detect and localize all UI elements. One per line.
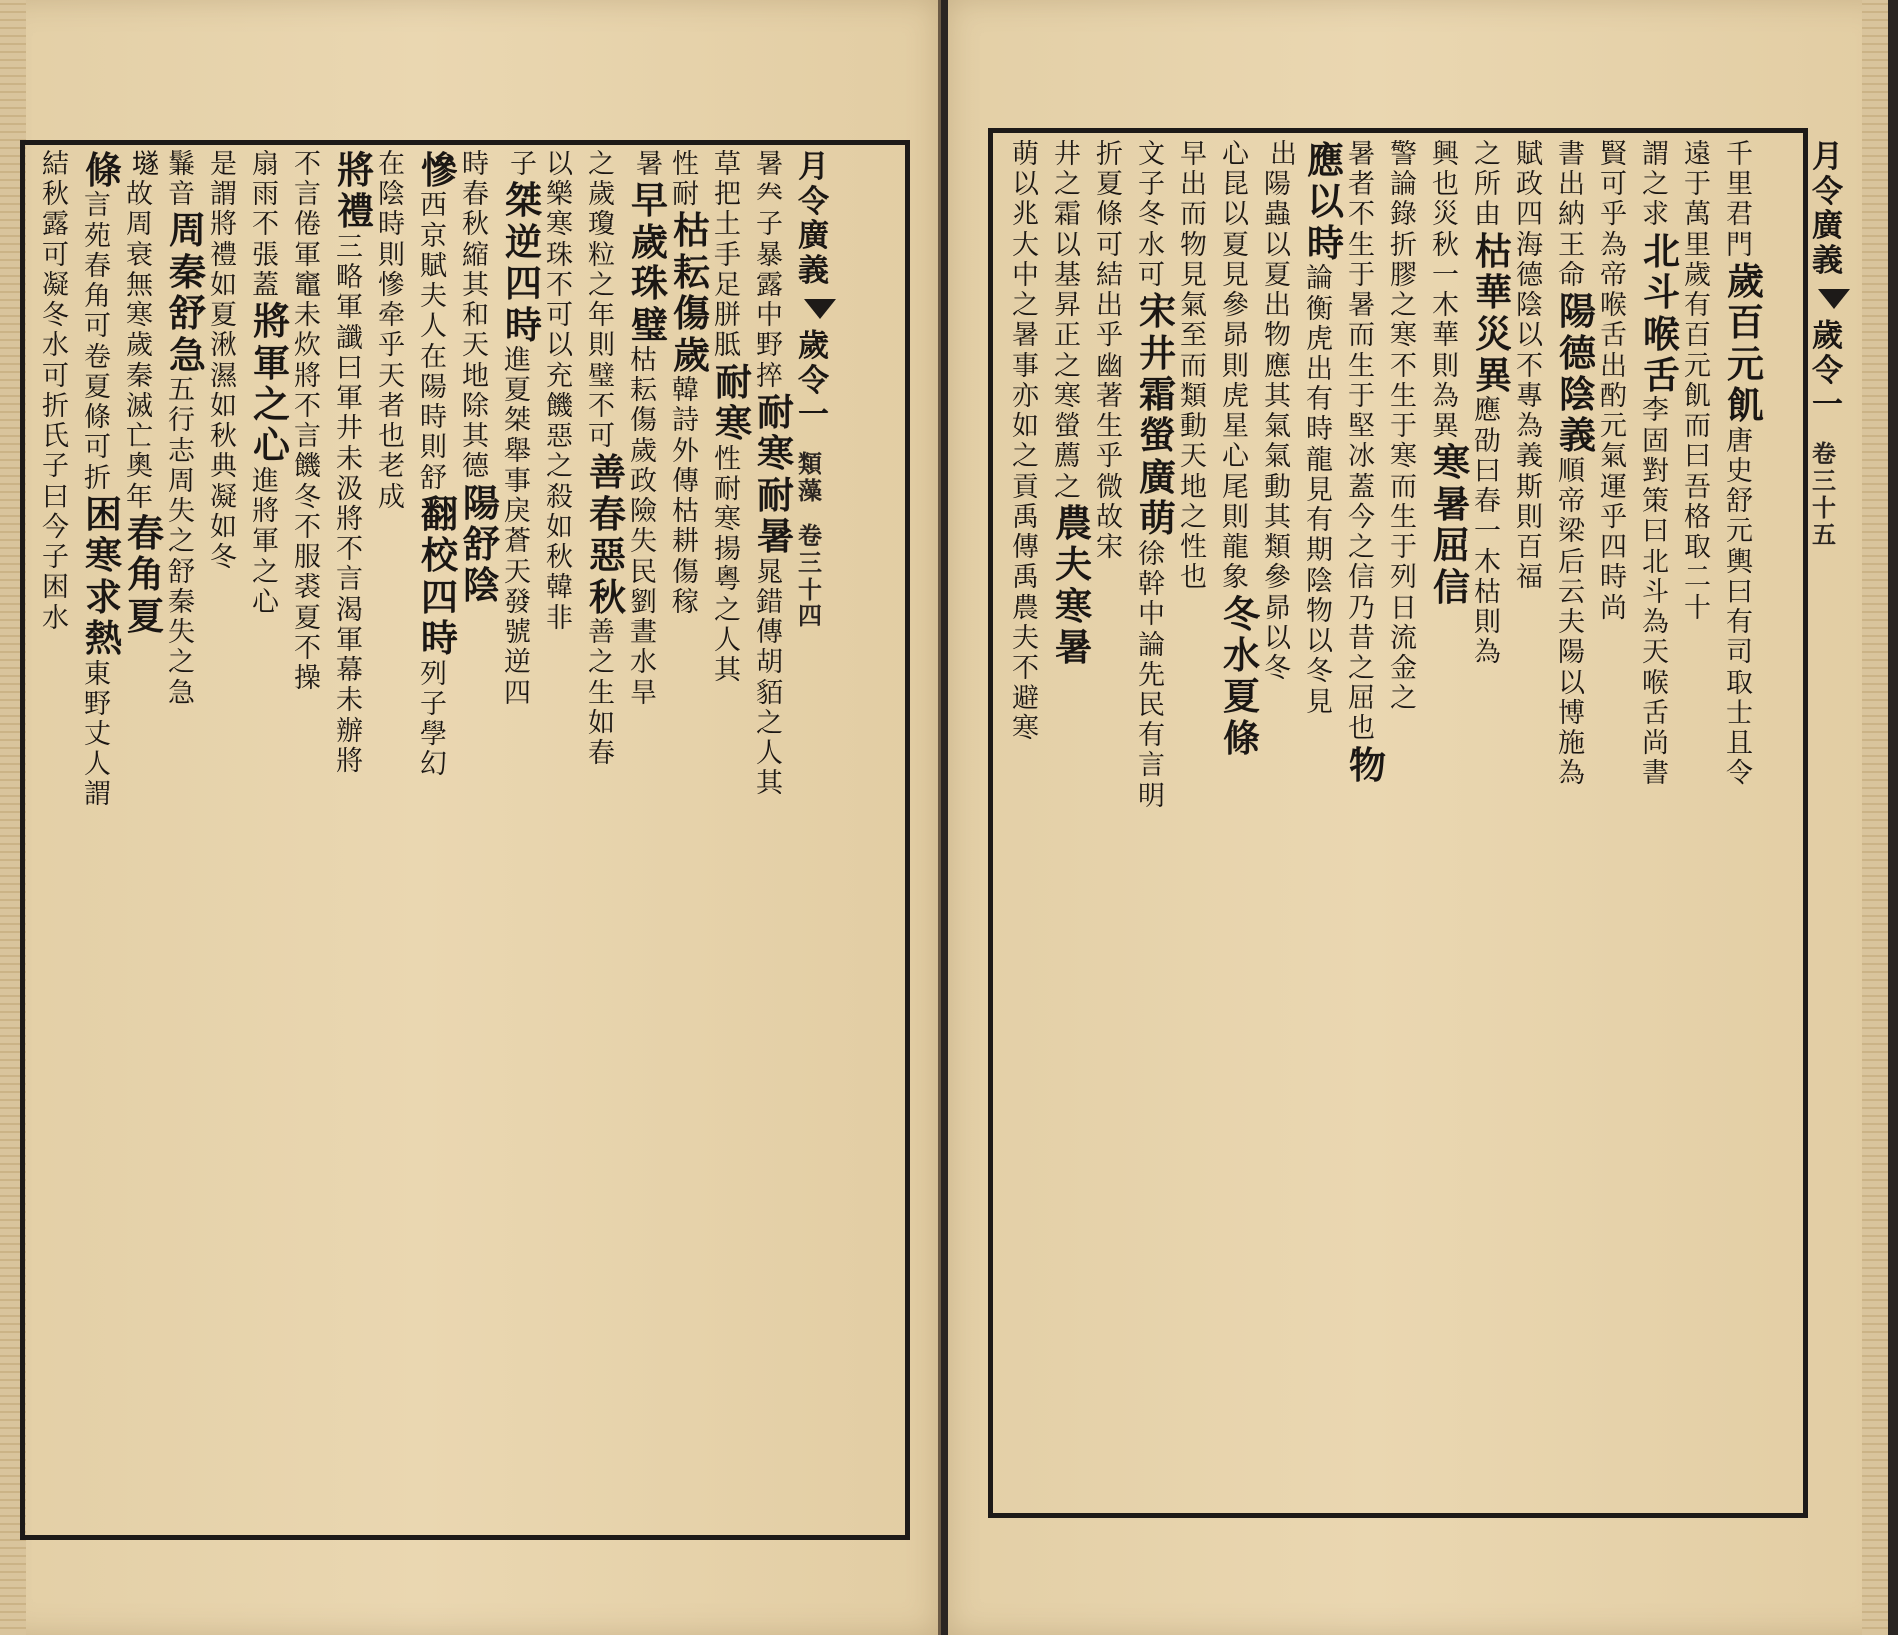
commentary-text: 文子冬水可 xyxy=(1138,140,1165,291)
right-column xyxy=(1348,140,1387,1500)
commentary-text: 進夏桀舉事戾蒼天發號逆四 xyxy=(504,344,531,709)
left-column xyxy=(294,150,333,1520)
commentary-text: 折夏條可結 xyxy=(1096,140,1123,291)
entry-heading: 冬水夏條 xyxy=(1223,591,1260,760)
left-column xyxy=(672,150,711,1520)
right-margin-column xyxy=(1812,140,1856,1500)
commentary-text: 是謂將禮 xyxy=(210,150,237,271)
commentary-text: 扇雨不張蓋 xyxy=(252,150,279,301)
commentary-text: 遠于萬里 xyxy=(1684,140,1711,261)
left-column xyxy=(504,150,543,1520)
entry-heading: 農夫寒暑 xyxy=(1055,500,1092,670)
margin-folio: 卷三十五 xyxy=(1812,439,1836,549)
left-text-columns xyxy=(42,150,842,1520)
entry-heading: 將軍之心 xyxy=(253,299,290,468)
commentary-text: 言苑春角可卷夏條可折 xyxy=(84,190,111,494)
entry-heading: 周秦舒急 xyxy=(169,208,206,377)
entry-heading: 春角夏 xyxy=(127,510,164,638)
entry-heading: 翻校四時 xyxy=(421,491,458,661)
entry-heading: 應以時 xyxy=(1307,140,1344,265)
commentary-text: 早出而物見氣至而類動天地之性也 xyxy=(1180,140,1207,594)
commentary-text: 劉晝水旱 xyxy=(630,586,657,709)
entry-heading: 將禮 xyxy=(337,150,374,234)
entry-heading: 早歲珠璧 xyxy=(631,178,668,347)
commentary-text: 賦政四海 xyxy=(1516,140,1543,261)
left-column xyxy=(588,150,627,1520)
commentary-text: 論衡虎出有時龍見有期陰物以冬見 xyxy=(1306,263,1333,718)
commentary-text: 警論錄折膠之寒不生于寒而生于列日流金之 xyxy=(1390,140,1417,715)
right-column xyxy=(1180,140,1219,1500)
entry-heading: 陽德陰義 xyxy=(1559,289,1596,458)
left-column xyxy=(420,150,459,1520)
commentary-text: 晁錯傳胡貊之人其 xyxy=(756,556,783,800)
right-column xyxy=(1222,140,1261,1500)
commentary-text: 李固對策曰北斗為天喉舌尚書 xyxy=(1642,395,1669,790)
entry-heading: 物 xyxy=(1349,742,1386,787)
entry-heading: 慘 xyxy=(421,150,458,192)
right-column xyxy=(1474,140,1513,1500)
entry-heading: 歲百元飢 xyxy=(1727,258,1764,428)
right-column xyxy=(1600,140,1639,1500)
left-column xyxy=(714,150,753,1520)
left-column xyxy=(462,150,501,1520)
entry-heading: 桀逆四時 xyxy=(505,178,542,347)
left-column xyxy=(168,150,207,1520)
margin-title: 月令廣義 xyxy=(798,150,829,290)
commentary-text: 列子學幻 xyxy=(420,658,447,781)
entry-heading: 困寒求熱 xyxy=(85,491,122,661)
commentary-text: 草把土手足胼胝 xyxy=(714,150,741,362)
left-column xyxy=(210,150,249,1520)
commentary-text: 心昆以夏見參昴則虎星心尾則龍象 xyxy=(1222,140,1249,594)
right-column xyxy=(1012,140,1051,1500)
right-column xyxy=(1390,140,1429,1500)
commentary-text: 貢禹傳禹農夫不避寒 xyxy=(1012,471,1039,745)
entry-heading: 枯耘傷歲 xyxy=(673,208,710,377)
entry-heading: 耐寒 xyxy=(715,359,752,446)
left-column xyxy=(378,150,417,1520)
commentary-text: 萌以兆大中之暑事亦如之 xyxy=(1012,140,1039,473)
margin-section: 類藻 xyxy=(798,449,822,505)
commentary-text: 西京賦夫人在陽時則舒 xyxy=(420,190,447,494)
commentary-text: 鬑音 xyxy=(168,150,195,211)
commentary-text: 出乎幽著生乎微故宋 xyxy=(1096,290,1123,564)
left-margin-column xyxy=(798,150,842,1520)
margin-folio: 卷三十四 xyxy=(798,520,822,631)
entry-heading: 耐寒耐暑 xyxy=(757,389,794,559)
commentary-text: 唐史舒元輿曰有司取士且令 xyxy=(1726,425,1753,790)
margin-volume: 歲令一 xyxy=(1812,317,1843,424)
left-column xyxy=(756,150,795,1520)
commentary-text: 性耐 xyxy=(672,150,699,211)
commentary-text: 老成 xyxy=(378,451,405,513)
entry-heading: 陽舒陰 xyxy=(463,480,500,608)
entry-heading: 宋井霜螢廣萌 xyxy=(1139,289,1176,541)
commentary-text: 賢可乎 xyxy=(1600,140,1627,231)
commentary-text: 井之霜以基昇正之寒螢薦之 xyxy=(1054,140,1081,503)
commentary-text: 暑𠔉子暴露中野捽 xyxy=(756,150,783,392)
right-column xyxy=(1054,140,1093,1500)
fish-tail-mark-icon xyxy=(1818,289,1850,309)
right-column xyxy=(1096,140,1135,1500)
commentary-text: 歲有百元飢而曰吾格取二十 xyxy=(1684,259,1711,624)
commentary-text: 不言倦軍竈未炊將不言饑冬不服裘夏不操 xyxy=(294,150,321,694)
commentary-text: 𡑞 xyxy=(132,150,159,180)
commentary-text: 時春秋縮其和天地除其德 xyxy=(462,150,489,483)
commentary-text: 為帝喉舌出酌元氣運乎四時尚 xyxy=(1600,229,1627,624)
right-page-edge xyxy=(1862,0,1888,1635)
entry-heading: 北斗喉舌 xyxy=(1643,228,1680,398)
commentary-text: 興也 xyxy=(1432,140,1459,201)
right-column xyxy=(1306,140,1345,1500)
commentary-text: 千里君門 xyxy=(1726,140,1753,261)
commentary-text: 故周衰無寒歲秦滅亡奧年 xyxy=(126,179,153,513)
margin-volume: 歲令一 xyxy=(798,327,829,434)
commentary-text: 出 xyxy=(1270,140,1297,170)
right-column xyxy=(1726,140,1765,1500)
commentary-text: 徐幹中論先民有言明 xyxy=(1138,538,1165,812)
commentary-text: 韓詩外傳枯耕傷稼 xyxy=(672,375,699,618)
left-column xyxy=(84,150,123,1520)
commentary-text: 之歲瓊粒之年則璧不可 xyxy=(588,150,615,453)
commentary-text: 五行志周失之舒秦失之急 xyxy=(168,375,195,709)
commentary-text: 暑 xyxy=(636,150,663,180)
left-column xyxy=(252,150,291,1520)
right-column xyxy=(1516,140,1555,1500)
left-column xyxy=(546,150,585,1520)
margin-title: 月令廣義 xyxy=(1812,140,1843,280)
commentary-text: 結秋露可凝冬水可折 xyxy=(42,150,69,422)
left-column xyxy=(42,150,81,1520)
left-column xyxy=(126,150,165,1520)
right-column xyxy=(1432,140,1471,1500)
right-text-columns xyxy=(1012,140,1765,1500)
right-column xyxy=(1558,140,1597,1500)
commentary-text: 謂之求 xyxy=(1642,140,1669,231)
left-column xyxy=(336,150,375,1520)
commentary-text: 順帝梁后云夫陽以博施為 xyxy=(1558,455,1585,790)
commentary-text: 在陰時則慘牵乎天者也 xyxy=(378,150,405,453)
commentary-text: 惡之殺如秋韓非 xyxy=(546,421,573,634)
entry-heading: 寒暑屈信 xyxy=(1433,440,1470,609)
commentary-text: 東野丈人謂 xyxy=(84,658,111,811)
right-column xyxy=(1264,140,1303,1500)
commentary-text: 之所由 xyxy=(1474,140,1501,231)
entry-heading: 條 xyxy=(85,150,122,192)
commentary-text: 德陰以不專為義斯則百福 xyxy=(1516,259,1543,594)
commentary-text: 陽蟲以夏出物應其氣氣動其類參昴以冬 xyxy=(1264,169,1291,684)
fish-tail-mark-icon xyxy=(804,299,836,319)
commentary-text: 進將軍之心 xyxy=(252,465,279,618)
right-column xyxy=(1642,140,1681,1500)
commentary-text: 如夏湫濕如秋典凝如冬 xyxy=(210,269,237,574)
right-column xyxy=(1138,140,1177,1500)
left-page xyxy=(0,0,941,1635)
commentary-text: 書出納王命 xyxy=(1558,140,1585,291)
commentary-text: 暑者不生于暑而生于堅冰蓋今之信乃昔之屈也 xyxy=(1348,140,1375,745)
left-column xyxy=(630,150,669,1520)
commentary-text: 應劭曰春一木枯則為 xyxy=(1474,395,1501,669)
commentary-text: 以樂寒珠不可以充饑 xyxy=(546,150,573,422)
commentary-text: 枯耘傷歲政險失民 xyxy=(630,344,657,588)
right-column xyxy=(1684,140,1723,1500)
commentary-text: 善之生如春 xyxy=(588,617,615,770)
commentary-text: 子 xyxy=(510,150,537,180)
commentary-text: 三略軍讖曰軍井未汲將不言渴軍幕未辦將 xyxy=(336,231,363,777)
entry-heading: 枯華災異 xyxy=(1475,228,1512,398)
commentary-text: 氏子曰今子困水 xyxy=(42,421,69,634)
right-page xyxy=(948,0,1888,1635)
commentary-text: 性耐寒揚粵之人其 xyxy=(714,443,741,687)
commentary-text: 災秋一木華則為異 xyxy=(1432,199,1459,443)
entry-heading: 善春惡秋 xyxy=(589,450,626,619)
